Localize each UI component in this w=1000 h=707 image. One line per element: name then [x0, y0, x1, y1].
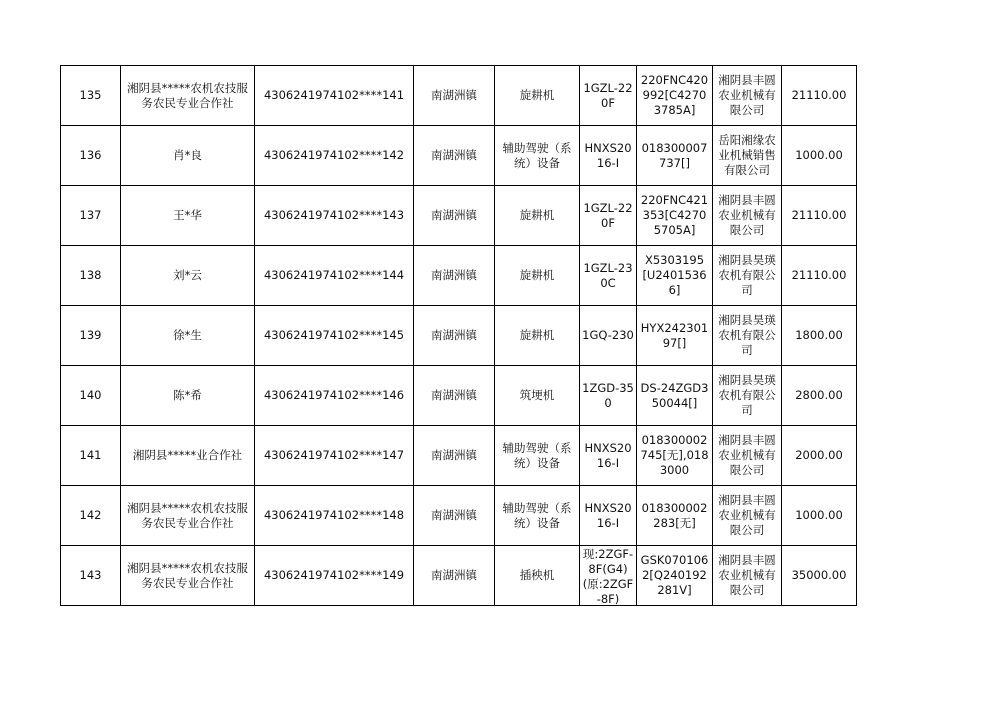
- serial-number: DS-24ZGD350044[]: [637, 366, 713, 426]
- machine-type: 辅助驾驶（系统）设备: [495, 126, 580, 186]
- serial-number: X5303195[U24015366]: [637, 246, 713, 306]
- id-number: 4306241974102****149: [255, 546, 414, 606]
- serial-number: 018300002283[无]: [637, 486, 713, 546]
- subsidy-amount: 2000.00: [782, 426, 857, 486]
- table-row: [61, 546, 857, 606]
- subsidy-amount: 1000.00: [782, 126, 857, 186]
- serial-number: 018300007737[]: [637, 126, 713, 186]
- table-row: [61, 246, 857, 306]
- machine-model: 1GZL-230C: [580, 246, 637, 306]
- table-row: [61, 186, 857, 246]
- dealer: 湘阴县昊瑛农机有限公司: [713, 246, 782, 306]
- machine-type: 旋耕机: [495, 246, 580, 306]
- applicant-name: 湘阴县*****农机农技服务农民专业合作社: [121, 66, 255, 126]
- subsidy-amount: 1000.00: [782, 486, 857, 546]
- town: 南湖洲镇: [414, 66, 495, 126]
- applicant-name: 陈*希: [121, 366, 255, 426]
- machine-type: 插秧机: [495, 546, 580, 606]
- machine-model: 现:2ZGF-8F(G4)(原:2ZGF-8F): [580, 546, 637, 606]
- row-number: 141: [61, 426, 121, 486]
- dealer: 湘阴县丰圆农业机械有限公司: [713, 486, 782, 546]
- town: 南湖洲镇: [414, 426, 495, 486]
- row-number: 142: [61, 486, 121, 546]
- applicant-name: 徐*生: [121, 306, 255, 366]
- id-number: 4306241974102****143: [255, 186, 414, 246]
- table-row: [61, 126, 857, 186]
- machine-type: 辅助驾驶（系统）设备: [495, 426, 580, 486]
- id-number: 4306241974102****144: [255, 246, 414, 306]
- serial-number: HYX24230197[]: [637, 306, 713, 366]
- machine-model: 1GZL-220F: [580, 66, 637, 126]
- subsidy-amount: 1800.00: [782, 306, 857, 366]
- applicant-name: 刘*云: [121, 246, 255, 306]
- dealer: 湘阴县昊瑛农机有限公司: [713, 366, 782, 426]
- machine-model: HNXS2016-I: [580, 486, 637, 546]
- applicant-name: 湘阴县*****农机农技服务农民专业合作社: [121, 546, 255, 606]
- machine-type: 旋耕机: [495, 186, 580, 246]
- town: 南湖洲镇: [414, 546, 495, 606]
- machine-model: 1GQ-230: [580, 306, 637, 366]
- dealer: 湘阴县丰圆农业机械有限公司: [713, 546, 782, 606]
- serial-number: GSK0701062[Q240192281V]: [637, 546, 713, 606]
- id-number: 4306241974102****146: [255, 366, 414, 426]
- serial-number: 220FNC421353[C42705705A]: [637, 186, 713, 246]
- subsidy-amount: 21110.00: [782, 66, 857, 126]
- machine-type: 旋耕机: [495, 66, 580, 126]
- applicant-name: 湘阴县*****业合作社: [121, 426, 255, 486]
- table-row: [61, 366, 857, 426]
- row-number: 136: [61, 126, 121, 186]
- serial-number: 018300002745[无],0183000: [637, 426, 713, 486]
- table-row: [61, 486, 857, 546]
- town: 南湖洲镇: [414, 306, 495, 366]
- applicant-name: 王*华: [121, 186, 255, 246]
- machine-model: 1ZGD-350: [580, 366, 637, 426]
- table-row: [61, 306, 857, 366]
- subsidy-amount: 21110.00: [782, 186, 857, 246]
- dealer: 湘阴县丰圆农业机械有限公司: [713, 426, 782, 486]
- id-number: 4306241974102****148: [255, 486, 414, 546]
- row-number: 137: [61, 186, 121, 246]
- town: 南湖洲镇: [414, 246, 495, 306]
- table-row: [61, 66, 857, 126]
- machine-model: HNXS2016-I: [580, 426, 637, 486]
- machine-type: 辅助驾驶（系统）设备: [495, 486, 580, 546]
- row-number: 135: [61, 66, 121, 126]
- subsidy-amount: 21110.00: [782, 246, 857, 306]
- town: 南湖洲镇: [414, 126, 495, 186]
- id-number: 4306241974102****141: [255, 66, 414, 126]
- dealer: 湘阴县丰圆农业机械有限公司: [713, 66, 782, 126]
- id-number: 4306241974102****145: [255, 306, 414, 366]
- machine-model: HNXS2016-I: [580, 126, 637, 186]
- serial-number: 220FNC420992[C42703785A]: [637, 66, 713, 126]
- machine-type: 旋耕机: [495, 306, 580, 366]
- id-number: 4306241974102****142: [255, 126, 414, 186]
- dealer: 湘阴县丰圆农业机械有限公司: [713, 186, 782, 246]
- subsidy-table: [60, 65, 857, 606]
- applicant-name: 湘阴县*****农机农技服务农民专业合作社: [121, 486, 255, 546]
- row-number: 139: [61, 306, 121, 366]
- row-number: 140: [61, 366, 121, 426]
- subsidy-amount: 35000.00: [782, 546, 857, 606]
- town: 南湖洲镇: [414, 366, 495, 426]
- table-row: [61, 426, 857, 486]
- dealer: 岳阳湘缘农业机械销售有限公司: [713, 126, 782, 186]
- subsidy-amount: 2800.00: [782, 366, 857, 426]
- row-number: 138: [61, 246, 121, 306]
- machine-model: 1GZL-220F: [580, 186, 637, 246]
- dealer: 湘阴县昊瑛农机有限公司: [713, 306, 782, 366]
- town: 南湖洲镇: [414, 186, 495, 246]
- applicant-name: 肖*良: [121, 126, 255, 186]
- table-body: [61, 66, 857, 606]
- row-number: 143: [61, 546, 121, 606]
- id-number: 4306241974102****147: [255, 426, 414, 486]
- town: 南湖洲镇: [414, 486, 495, 546]
- machine-type: 筑埂机: [495, 366, 580, 426]
